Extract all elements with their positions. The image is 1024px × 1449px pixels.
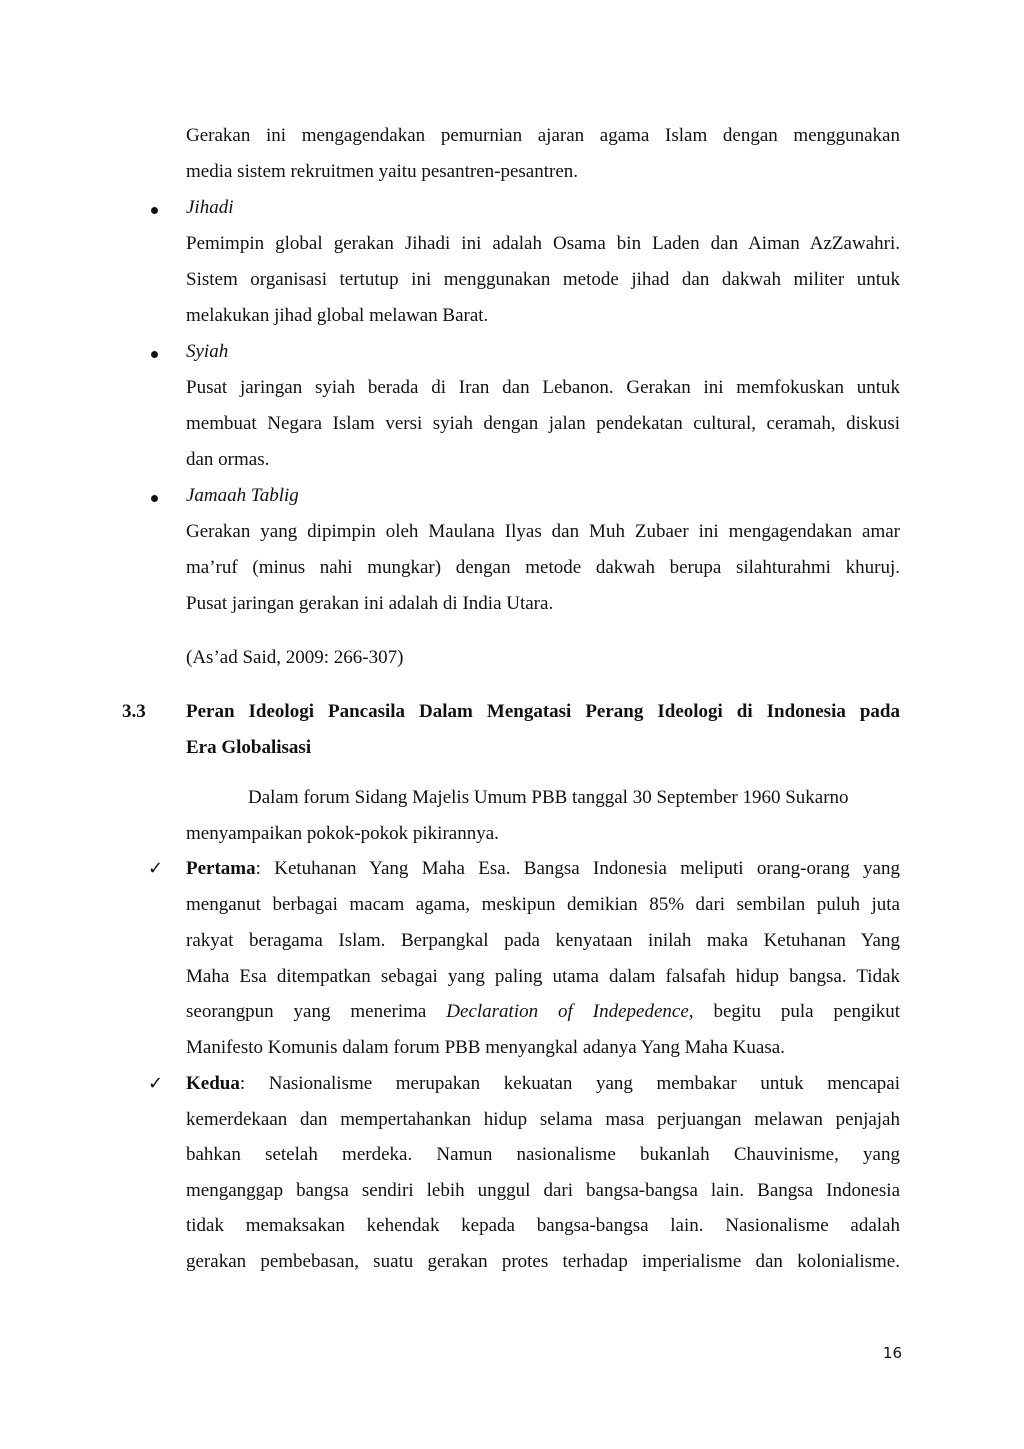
- point-first-line: [186, 1071, 900, 1097]
- bullet-text-line: Pusat jaringan gerakan ini adalah di India Utara.: [186, 593, 554, 614]
- bullet-text-line: Pusat jaringan syiah berada di Iran dan Lebanon. Gerakan ini memfokuskan untuk: [186, 377, 900, 398]
- point-text: , begitu pula pengikut: [688, 1001, 901, 1022]
- point-text-line: [186, 999, 900, 1025]
- point-first-line: [186, 856, 900, 882]
- point-label-pertama: Pertama: [186, 858, 256, 879]
- bullet-icon: [151, 485, 161, 495]
- section-title: Era Globalisasi: [186, 737, 312, 758]
- section-number: 3.3: [122, 701, 146, 722]
- bullet-text-line: membuat Negara Islam versi syiah dengan jalan pendekatan cultural, ceramah, diskusi: [186, 413, 900, 434]
- citation: (As’ad Said, 2009: 266-307): [186, 647, 404, 668]
- point-text-line: Manifesto Komunis dalam forum PBB menyangkal adanya Yang Maha Kuasa.: [186, 1037, 785, 1058]
- bullet-icon: [151, 197, 161, 207]
- paragraph-line: menyampaikan pokok-pokok pikirannya.: [186, 823, 499, 844]
- bullet-text-line: melakukan jihad global melawan Barat.: [186, 305, 489, 326]
- bullet-text-line: Sistem organisasi tertutup ini menggunakan metode jihad dan dakwah militer untuk: [186, 269, 900, 290]
- italic-term: Declaration of Indepedence: [446, 1001, 689, 1022]
- bullet-text-line: Gerakan yang dipimpin oleh Maulana Ilyas dan Muh Zubaer ini mengagendakan amar: [186, 521, 900, 542]
- bullet-icon: [151, 341, 161, 351]
- bullet-title-syiah: Syiah: [186, 341, 229, 362]
- intro-line: media sistem rekruitmen yaitu pesantren-pesantren.: [186, 161, 579, 182]
- bullet-text-line: Pemimpin global gerakan Jihadi ini adalah Osama bin Laden dan Aiman AzZawahri.: [186, 233, 900, 254]
- point-text-line: menganggap bangsa sendiri lebih unggul dari bangsa-bangsa lain. Bangsa Indonesia: [186, 1180, 900, 1201]
- section-title: Peran Ideologi Pancasila Dalam Mengatasi Perang Ideologi di Indonesia pada: [186, 701, 900, 722]
- bullet-text-line: dan ormas.: [186, 449, 270, 470]
- point-text: seorangpun yang menerima: [186, 1001, 447, 1022]
- point-text-line: rakyat beragama Islam. Berpangkal pada kenyataan inilah maka Ketuhanan Yang: [186, 930, 900, 951]
- paragraph-line: Dalam forum Sidang Majelis Umum PBB tanggal 30 September 1960 Sukarno: [248, 787, 849, 808]
- intro-line: Gerakan ini mengagendakan pemurnian ajaran agama Islam dengan menggunakan: [186, 125, 900, 146]
- check-icon: ✓: [148, 1073, 164, 1094]
- point-text: : Nasionalisme merupakan kekuatan yang membakar untuk mencapai: [239, 1073, 900, 1094]
- point-text-line: menganut berbagai macam agama, meskipun demikian 85% dari sembilan puluh juta: [186, 894, 900, 915]
- check-icon: ✓: [148, 858, 164, 879]
- point-text-line: tidak memaksakan kehendak kepada bangsa-bangsa lain. Nasionalisme adalah: [186, 1215, 900, 1236]
- bullet-title-jamaah-tablig: Jamaah Tablig: [186, 485, 299, 506]
- page-number: 16: [882, 1344, 902, 1362]
- point-text-line: gerakan pembebasan, suatu gerakan protes terhadap imperialisme dan kolonialisme.: [186, 1251, 900, 1272]
- bullet-title-jihadi: Jihadi: [186, 197, 234, 218]
- point-label-kedua: Kedua: [186, 1073, 240, 1094]
- point-text-line: kemerdekaan dan mempertahankan hidup selama masa perjuangan melawan penjajah: [186, 1109, 900, 1130]
- bullet-text-line: ma’ruf (minus nahi mungkar) dengan metode dakwah berupa silahturahmi khuruj.: [186, 557, 900, 578]
- point-text-line: bahkan setelah merdeka. Namun nasionalisme bukanlah Chauvinisme, yang: [186, 1144, 900, 1165]
- point-text: : Ketuhanan Yang Maha Esa. Bangsa Indonesia meliputi orang-orang yang: [255, 858, 900, 879]
- point-text-line: Maha Esa ditempatkan sebagai yang paling utama dalam falsafah hidup bangsa. Tidak: [186, 966, 900, 987]
